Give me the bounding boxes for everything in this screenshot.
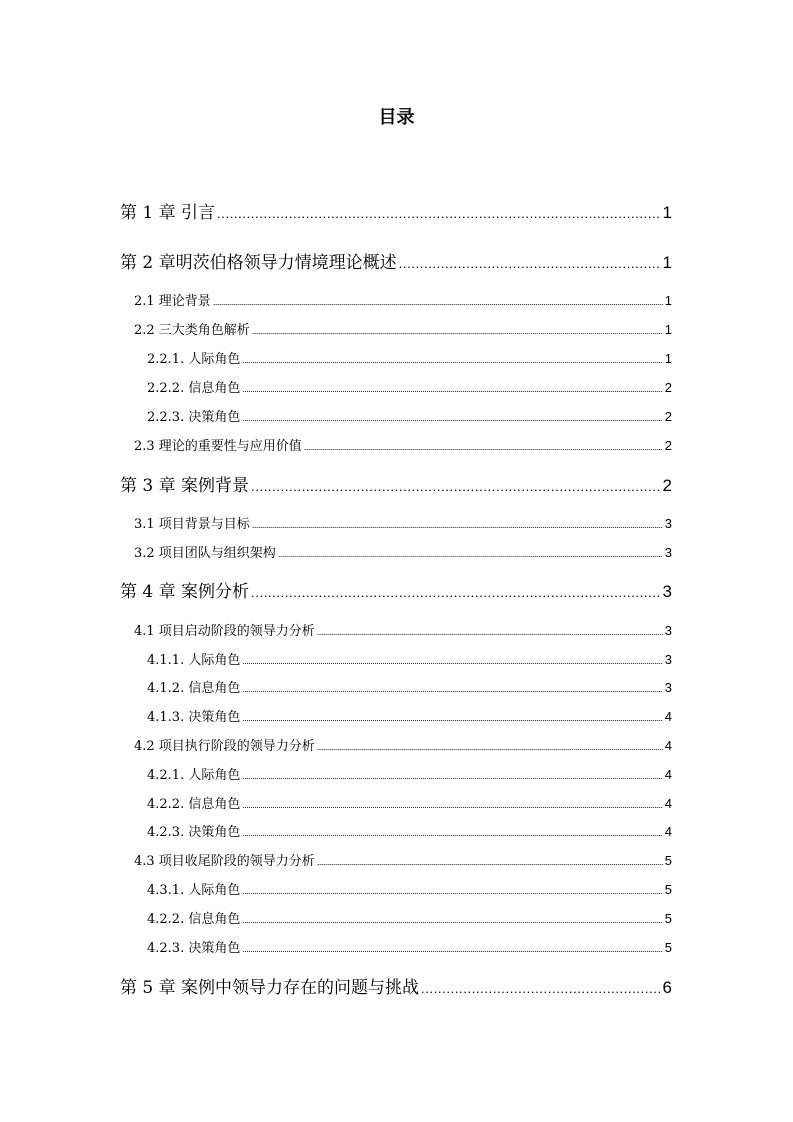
toc-page-number: 1 (662, 203, 672, 222)
dot-leader (242, 944, 662, 954)
toc-entry-4-1-3[interactable] (147, 706, 672, 726)
dot-leader (399, 256, 661, 271)
dot-leader (242, 800, 662, 810)
dot-leader (242, 828, 662, 838)
toc-entry-label: 2.2.2. 信息角色 (147, 381, 241, 396)
toc-page-number: 4 (664, 709, 672, 724)
dot-leader (242, 413, 662, 423)
dot-leader (217, 206, 661, 221)
toc-entry-2-2[interactable] (134, 319, 672, 339)
toc-page-number: 4 (664, 767, 672, 782)
toc-entry-2-1[interactable] (134, 290, 672, 310)
dot-leader (242, 886, 662, 896)
toc-entry-4-2[interactable] (134, 735, 672, 755)
toc-entry-ch2[interactable] (120, 248, 672, 274)
toc-page-number: 5 (664, 911, 672, 926)
dot-leader (421, 981, 661, 996)
toc-entry-label: 第 2 章明茨伯格领导力情境理论概述 (120, 253, 397, 273)
toc-entry-label: 4.2.3. 决策角色 (147, 941, 241, 956)
toc-page-number: 4 (664, 796, 672, 811)
toc-entry-2-2-1[interactable] (147, 348, 672, 368)
toc-entry-4-1[interactable] (134, 620, 672, 640)
toc-entry-ch5[interactable] (120, 973, 672, 999)
toc-entry-label: 4.3.1. 人际角色 (147, 883, 241, 898)
toc-page-number: 1 (664, 322, 672, 337)
toc-page-number: 2 (664, 438, 672, 453)
toc-page-number: 3 (664, 652, 672, 667)
toc-entry-label: 2.3 理论的重要性与应用价值 (134, 439, 302, 454)
toc-page-number: 1 (664, 293, 672, 308)
toc-entry-label: 2.1 理论背景 (134, 294, 211, 309)
toc-page-number: 5 (664, 940, 672, 955)
toc-entry-label: 4.1.2. 信息角色 (147, 681, 241, 696)
dot-leader (317, 857, 663, 867)
toc-entry-ch1[interactable] (120, 198, 672, 224)
toc-page-number: 3 (664, 516, 672, 531)
toc-entry-2-3[interactable] (134, 435, 672, 455)
dot-leader (213, 297, 663, 307)
toc-entry-label: 第 5 章 案例中领导力存在的问题与挑战 (120, 978, 420, 998)
toc-page-number: 5 (664, 882, 672, 897)
toc-entry-label: 4.1.1. 人际角色 (147, 653, 241, 668)
dot-leader (317, 627, 663, 637)
dot-leader (242, 771, 662, 781)
dot-leader (251, 585, 661, 600)
toc-entry-label: 4.1 项目启动阶段的领导力分析 (134, 624, 315, 639)
toc-entry-label: 3.2 项目团队与组织架构 (134, 546, 276, 561)
toc-entry-label: 4.2 项目执行阶段的领导力分析 (134, 739, 315, 754)
toc-entry-label: 4.2.1. 人际角色 (147, 768, 241, 783)
toc-page-number: 4 (664, 824, 672, 839)
toc-entry-3-2[interactable] (134, 542, 672, 562)
toc-page-number: 3 (664, 545, 672, 560)
dot-leader (304, 442, 663, 452)
dot-leader (251, 479, 661, 494)
toc-entry-2-2-3[interactable] (147, 406, 672, 426)
dot-leader (242, 915, 662, 925)
toc-entry-label: 第 1 章 引言 (120, 203, 216, 223)
dot-leader (242, 384, 662, 394)
dot-leader (242, 684, 662, 694)
toc-entry-4-2-1[interactable] (147, 764, 672, 784)
toc-entry-2-2-2[interactable] (147, 377, 672, 397)
dot-leader (252, 520, 663, 530)
toc-entry-4-2-2[interactable] (147, 793, 672, 813)
toc-entry-4-3-2[interactable] (147, 908, 672, 928)
toc-entry-4-3-1[interactable] (147, 879, 672, 899)
toc-entry-label: 第 3 章 案例背景 (120, 476, 250, 496)
dot-leader (317, 742, 663, 752)
dot-leader (278, 549, 663, 559)
toc-entry-label: 4.1.3. 决策角色 (147, 710, 241, 725)
toc-title: 目录 (378, 107, 415, 128)
toc-entry-label: 3.1 项目背景与目标 (134, 517, 250, 532)
toc-entry-label: 4.2.3. 决策角色 (147, 825, 241, 840)
toc-entry-4-3[interactable] (134, 850, 672, 870)
toc-entry-label: 4.3 项目收尾阶段的领导力分析 (134, 854, 315, 869)
toc-entry-label: 2.2.1. 人际角色 (147, 352, 241, 367)
toc-page-number: 3 (664, 623, 672, 638)
toc-page-number: 2 (664, 409, 672, 424)
toc-entry-label: 4.2.2. 信息角色 (147, 912, 241, 927)
dot-leader (242, 713, 662, 723)
toc-page-number: 1 (664, 351, 672, 366)
toc-entry-label: 第 4 章 案例分析 (120, 582, 250, 602)
toc-page-number: 3 (664, 680, 672, 695)
toc-page-number: 2 (662, 476, 672, 495)
toc-entry-label: 2.2.3. 决策角色 (147, 410, 241, 425)
toc-entry-ch3[interactable] (120, 471, 672, 497)
toc-page-number: 1 (662, 253, 672, 272)
dot-leader (242, 355, 662, 365)
toc-page-number: 6 (662, 978, 672, 997)
dot-leader (252, 326, 663, 336)
toc-entry-3-1[interactable] (134, 513, 672, 533)
toc-entry-label: 2.2 三大类角色解析 (134, 323, 250, 338)
toc-page-number: 2 (664, 380, 672, 395)
dot-leader (242, 656, 662, 666)
toc-entry-label: 4.2.2. 信息角色 (147, 797, 241, 812)
toc-entry-ch4[interactable] (120, 577, 672, 603)
toc-page-number: 4 (664, 738, 672, 753)
toc-entry-4-2-3[interactable] (147, 821, 672, 841)
toc-entry-4-1-2[interactable] (147, 677, 672, 697)
toc-page-number: 3 (662, 582, 672, 601)
toc-entry-4-3-3[interactable] (147, 937, 672, 957)
toc-page-number: 5 (664, 853, 672, 868)
toc-entry-4-1-1[interactable] (147, 649, 672, 669)
